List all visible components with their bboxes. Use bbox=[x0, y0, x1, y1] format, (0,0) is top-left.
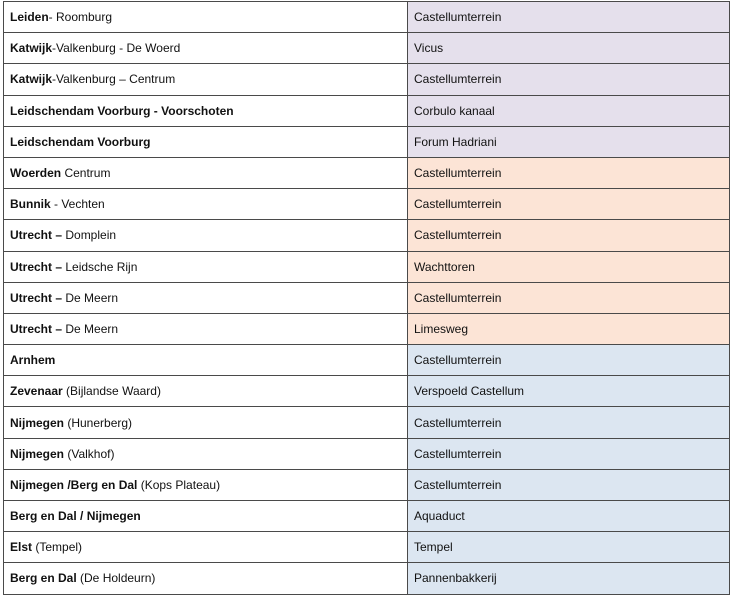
location-cell bbox=[4, 345, 408, 376]
location-name: Utrecht – bbox=[10, 228, 63, 243]
location-name: Utrecht – bbox=[10, 321, 63, 336]
type-cell: Tempel bbox=[408, 532, 730, 563]
location-name: Leidschendam Voorburg bbox=[10, 134, 151, 149]
location-cell bbox=[4, 376, 408, 407]
location-name: Leidschendam Voorburg - Voorschoten bbox=[10, 103, 234, 118]
type-cell: Castellumterrein bbox=[408, 345, 730, 376]
location-cell bbox=[4, 469, 408, 500]
type-cell: Castellumterrein bbox=[408, 189, 730, 220]
location-name: Nijmegen bbox=[10, 415, 65, 430]
location-cell bbox=[4, 407, 408, 438]
location-cell bbox=[4, 95, 408, 126]
location-cell bbox=[4, 313, 408, 344]
type-cell: Castellumterrein bbox=[408, 220, 730, 251]
location-name: Woerden bbox=[10, 166, 62, 181]
type-cell: Corbulo kanaal bbox=[408, 95, 730, 126]
location-name: Katwijk bbox=[10, 72, 53, 87]
location-cell bbox=[4, 532, 408, 563]
location-name: Nijmegen /Berg en Dal bbox=[10, 477, 138, 492]
location-detail: (Kops Plateau) bbox=[137, 477, 221, 492]
location-name: Berg en Dal bbox=[10, 571, 77, 586]
location-name: Elst bbox=[10, 540, 33, 555]
type-cell: Castellumterrein bbox=[408, 157, 730, 188]
table-row bbox=[4, 469, 730, 500]
location-detail: Leidsche Rijn bbox=[62, 259, 138, 274]
type-cell: Forum Hadriani bbox=[408, 126, 730, 157]
table-row bbox=[4, 64, 730, 95]
table-row bbox=[4, 407, 730, 438]
location-detail: (Hunerberg) bbox=[64, 415, 133, 430]
table-row bbox=[4, 126, 730, 157]
location-cell bbox=[4, 563, 408, 594]
table-row bbox=[4, 563, 730, 594]
table-row bbox=[4, 313, 730, 344]
location-cell bbox=[4, 189, 408, 220]
location-name: Bunnik bbox=[10, 197, 51, 212]
location-detail: De Meern bbox=[62, 290, 119, 305]
location-name: Arnhem bbox=[10, 353, 56, 368]
location-cell bbox=[4, 282, 408, 313]
location-cell bbox=[4, 64, 408, 95]
location-cell bbox=[4, 251, 408, 282]
location-detail: -Valkenburg – Centrum bbox=[52, 72, 176, 87]
location-detail: - Roomburg bbox=[48, 10, 113, 25]
location-name: Katwijk bbox=[10, 41, 53, 56]
location-detail: - Vechten bbox=[50, 197, 105, 212]
table-row bbox=[4, 189, 730, 220]
location-cell bbox=[4, 220, 408, 251]
type-cell: Castellumterrein bbox=[408, 407, 730, 438]
table-row bbox=[4, 345, 730, 376]
location-cell bbox=[4, 33, 408, 64]
location-cell bbox=[4, 157, 408, 188]
location-name: Utrecht – bbox=[10, 290, 63, 305]
type-cell: Limesweg bbox=[408, 313, 730, 344]
type-cell: Wachttoren bbox=[408, 251, 730, 282]
type-cell: Castellumterrein bbox=[408, 282, 730, 313]
table-row bbox=[4, 532, 730, 563]
sites-table bbox=[3, 1, 730, 595]
table-row bbox=[4, 282, 730, 313]
table-row bbox=[4, 376, 730, 407]
table-row bbox=[4, 157, 730, 188]
type-cell: Castellumterrein bbox=[408, 64, 730, 95]
type-cell: Aquaduct bbox=[408, 501, 730, 532]
table-row bbox=[4, 33, 730, 64]
location-detail: Centrum bbox=[61, 166, 111, 181]
location-cell bbox=[4, 2, 408, 33]
table-row bbox=[4, 2, 730, 33]
type-cell: Castellumterrein bbox=[408, 2, 730, 33]
location-cell bbox=[4, 126, 408, 157]
location-name: Utrecht – bbox=[10, 259, 63, 274]
table-row bbox=[4, 251, 730, 282]
location-name: Berg en Dal / Nijmegen bbox=[10, 509, 141, 524]
location-name: Zevenaar bbox=[10, 384, 63, 399]
type-cell: Vicus bbox=[408, 33, 730, 64]
location-detail: (Tempel) bbox=[32, 540, 83, 555]
type-cell: Pannenbakkerij bbox=[408, 563, 730, 594]
location-detail: (Valkhof) bbox=[64, 446, 115, 461]
location-detail: Domplein bbox=[62, 228, 117, 243]
location-detail: (De Holdeurn) bbox=[76, 571, 156, 586]
location-detail: De Meern bbox=[62, 321, 119, 336]
table-row bbox=[4, 95, 730, 126]
location-detail: -Valkenburg - De Woerd bbox=[52, 41, 181, 56]
table-row bbox=[4, 220, 730, 251]
location-detail: (Bijlandse Waard) bbox=[62, 384, 161, 399]
type-cell: Castellumterrein bbox=[408, 438, 730, 469]
location-cell bbox=[4, 438, 408, 469]
location-name: Leiden bbox=[10, 10, 49, 25]
location-cell bbox=[4, 501, 408, 532]
type-cell: Verspoeld Castellum bbox=[408, 376, 730, 407]
location-name: Nijmegen bbox=[10, 446, 65, 461]
table-row bbox=[4, 438, 730, 469]
table-row bbox=[4, 501, 730, 532]
type-cell: Castellumterrein bbox=[408, 469, 730, 500]
